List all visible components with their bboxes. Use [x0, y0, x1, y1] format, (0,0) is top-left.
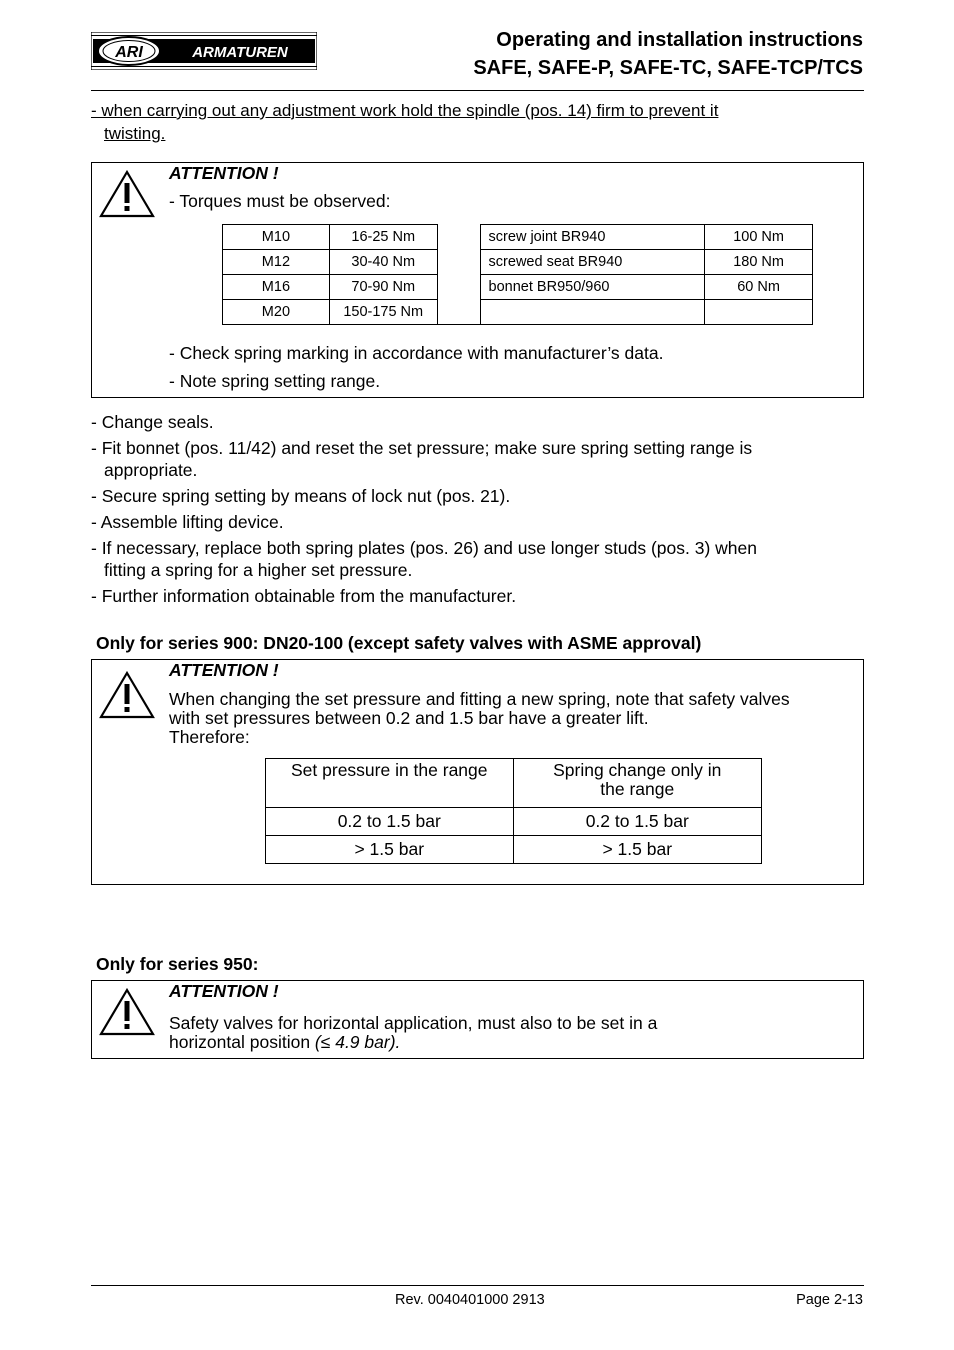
- part-torque-cell: 180 Nm: [705, 250, 813, 275]
- part-torque-cell: [705, 300, 813, 325]
- bolt-torque-cell: 70-90 Nm: [329, 275, 437, 300]
- series-950-text-1: Safety valves for horizontal application, must also to be set in a: [169, 1013, 658, 1033]
- table-cell: 0.2 to 1.5 bar: [513, 808, 761, 836]
- column-header: Set pressure in the range: [266, 759, 514, 808]
- bolt-size-cell: M16: [223, 275, 330, 300]
- warning-triangle-icon: [98, 987, 156, 1037]
- attention-box-series-900: [91, 659, 864, 885]
- document-title: [473, 26, 863, 82]
- table-row: [266, 808, 762, 836]
- list-item-text: - Assemble lifting device.: [91, 512, 284, 532]
- bolt-size-cell: M10: [223, 225, 330, 250]
- intro-line-1: - when carrying out any adjustment work hold the spindle (pos. 14) firm to prevent it: [91, 101, 719, 120]
- table-row: [223, 275, 813, 300]
- series-900-text-1: When changing the set pressure and fitting a new spring, note that safety valves: [169, 689, 790, 709]
- table-header-row: [266, 759, 762, 808]
- list-item: [91, 585, 851, 607]
- bolt-size-cell: M20: [223, 300, 330, 325]
- list-item-text: - Further information obtainable from the manufacturer.: [91, 586, 517, 606]
- table-row: [223, 250, 813, 275]
- column-header: [513, 759, 761, 808]
- list-item: [91, 485, 851, 507]
- list-item-text: - If necessary, replace both spring plates (pos. 26) and use longer studs (pos. 3) when: [91, 538, 758, 558]
- table-gap: [437, 275, 480, 300]
- attention-label: ATTENTION !: [169, 163, 279, 183]
- series-950-pressure-limit: (≤ 4.9 bar).: [314, 1032, 401, 1052]
- bolt-torque-cell: 30-40 Nm: [329, 250, 437, 275]
- bolt-torque-cell: 16-25 Nm: [329, 225, 437, 250]
- table-row: [223, 225, 813, 250]
- torque-table: [222, 224, 813, 325]
- table-gap: [437, 225, 480, 250]
- set-pressure-table: [265, 758, 762, 864]
- part-torque-cell: 60 Nm: [705, 275, 813, 300]
- section-900-heading: Only for series 900: DN20-100 (except safety valves with ASME approval): [96, 633, 702, 653]
- table-row: [266, 836, 762, 864]
- attention-box-torques: [91, 162, 864, 398]
- list-item-text: - Change seals.: [91, 412, 214, 432]
- table-gap: [437, 250, 480, 275]
- torques-label: - Torques must be observed:: [169, 191, 391, 211]
- header-divider: [91, 90, 864, 91]
- part-cell: [480, 300, 705, 325]
- revision-number: Rev. 0040401000 2913: [395, 1292, 545, 1308]
- column-header-line: the range: [600, 779, 675, 799]
- attention-box-series-950: [91, 980, 864, 1059]
- list-item-text: - Fit bonnet (pos. 11/42) and reset the set pressure; make sure spring setting range is: [91, 438, 753, 458]
- attention-label: ATTENTION !: [169, 981, 279, 1001]
- series-900-text-2: with set pressures between 0.2 and 1.5 bar have a greater lift.: [169, 708, 649, 728]
- title-line-2: SAFE, SAFE-P, SAFE-TC, SAFE-TCP/TCS: [473, 57, 863, 79]
- list-item-continuation: fitting a spring for a higher set pressure.: [104, 560, 413, 580]
- list-item: [91, 437, 851, 481]
- table-row: [223, 300, 813, 325]
- table-cell: > 1.5 bar: [513, 836, 761, 864]
- warning-triangle-icon: [98, 169, 156, 219]
- logo-armaturen-text: ARMATUREN: [192, 44, 288, 61]
- column-header-line: Spring change only in: [553, 760, 722, 780]
- page-number: Page 2-13: [796, 1292, 863, 1308]
- part-cell: screwed seat BR940: [480, 250, 705, 275]
- table-cell: > 1.5 bar: [266, 836, 514, 864]
- ari-armaturen-logo: [91, 32, 317, 70]
- table-gap: [437, 300, 480, 325]
- part-cell: screw joint BR940: [480, 225, 705, 250]
- title-line-1: Operating and installation instructions: [496, 29, 863, 51]
- intro-line-2: twisting.: [104, 124, 166, 143]
- logo-ari-text: ARI: [115, 44, 143, 61]
- series-950-text-2: [169, 1033, 400, 1052]
- section-950-heading: Only for series 950:: [96, 954, 259, 974]
- series-900-text-3: Therefore:: [169, 727, 250, 747]
- bolt-size-cell: M12: [223, 250, 330, 275]
- part-torque-cell: 100 Nm: [705, 225, 813, 250]
- list-item: [91, 511, 851, 533]
- bolt-torque-cell: 150-175 Nm: [329, 300, 437, 325]
- warning-triangle-icon: [98, 670, 156, 720]
- series-950-text-2-plain: horizontal position: [169, 1032, 315, 1052]
- check-spring-note: - Check spring marking in accordance with manufacturer’s data.: [169, 343, 664, 363]
- list-item-continuation: appropriate.: [104, 460, 198, 480]
- list-item: [91, 537, 851, 581]
- attention-label: ATTENTION !: [169, 660, 279, 680]
- note-spring-range: - Note spring setting range.: [169, 371, 381, 391]
- steps-list: [91, 411, 851, 611]
- part-cell: bonnet BR950/960: [480, 275, 705, 300]
- intro-note: [91, 99, 851, 145]
- list-item-text: - Secure spring setting by means of lock nut (pos. 21).: [91, 486, 511, 506]
- footer-divider: [91, 1285, 864, 1286]
- list-item: [91, 411, 851, 433]
- table-cell: 0.2 to 1.5 bar: [266, 808, 514, 836]
